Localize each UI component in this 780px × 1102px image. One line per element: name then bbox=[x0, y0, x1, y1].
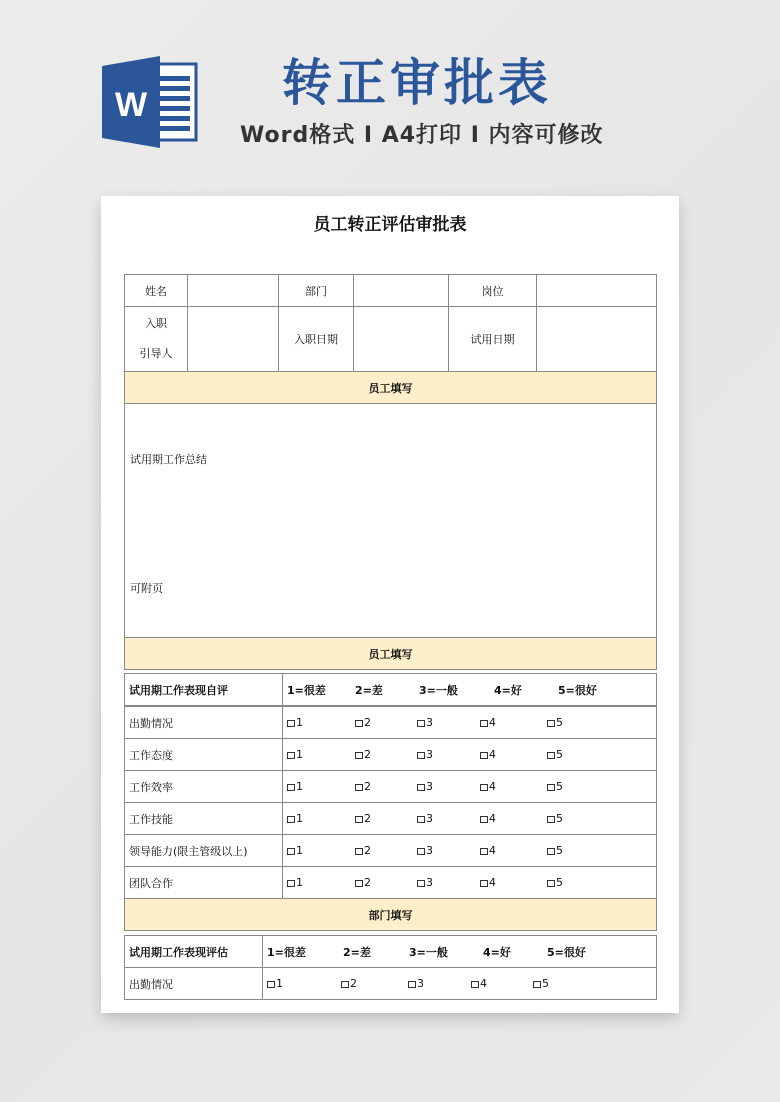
checkbox-icon[interactable] bbox=[547, 720, 555, 727]
attach-label: 可附页 bbox=[130, 582, 163, 595]
rating-row-label: 工作态度 bbox=[125, 739, 283, 771]
dept-eval-scale bbox=[263, 936, 657, 968]
rating-checkbox[interactable] bbox=[408, 977, 471, 990]
checkbox-icon[interactable] bbox=[547, 848, 555, 855]
checkbox-label: 2 bbox=[364, 748, 371, 761]
rating-checkbox[interactable] bbox=[355, 716, 417, 729]
rating-checkbox[interactable] bbox=[417, 844, 480, 857]
rating-checkbox[interactable] bbox=[355, 780, 417, 793]
checkbox-label: 2 bbox=[364, 812, 371, 825]
checkbox-icon[interactable] bbox=[408, 981, 416, 988]
checkbox-label: 3 bbox=[426, 780, 433, 793]
dept-field[interactable] bbox=[354, 275, 449, 307]
checkbox-icon[interactable] bbox=[341, 981, 349, 988]
rating-checkbox[interactable] bbox=[547, 716, 607, 729]
word-icon-letter: W bbox=[114, 86, 148, 124]
rating-checkbox[interactable] bbox=[287, 844, 355, 857]
checkbox-icon[interactable] bbox=[480, 784, 488, 791]
mentor-label-line2: 引导人 bbox=[139, 347, 173, 360]
scale-4: 4=好 bbox=[483, 945, 511, 959]
rating-checkbox[interactable] bbox=[547, 844, 607, 857]
checkbox-icon[interactable] bbox=[417, 720, 425, 727]
checkbox-label: 5 bbox=[556, 812, 563, 825]
checkbox-icon[interactable] bbox=[480, 752, 488, 759]
checkbox-icon[interactable] bbox=[480, 720, 488, 727]
rating-checkbox[interactable] bbox=[547, 876, 607, 889]
rating-checkbox[interactable] bbox=[341, 977, 408, 990]
checkbox-icon[interactable] bbox=[547, 784, 555, 791]
checkbox-label: 3 bbox=[417, 977, 424, 990]
checkbox-icon[interactable] bbox=[287, 816, 295, 823]
scale-1: 1=很差 bbox=[267, 945, 306, 959]
rating-options bbox=[283, 835, 657, 867]
scale-3: 3=一般 bbox=[419, 683, 458, 697]
document-page bbox=[101, 196, 679, 1013]
checkbox-label: 1 bbox=[296, 716, 303, 729]
checkbox-label: 1 bbox=[296, 876, 303, 889]
checkbox-label: 3 bbox=[426, 716, 433, 729]
checkbox-label: 2 bbox=[364, 780, 371, 793]
checkbox-label: 1 bbox=[296, 812, 303, 825]
rating-checkbox[interactable] bbox=[355, 748, 417, 761]
checkbox-icon[interactable] bbox=[471, 981, 479, 988]
rating-checkbox[interactable] bbox=[480, 876, 547, 889]
rating-checkbox[interactable] bbox=[533, 977, 593, 990]
checkbox-icon[interactable] bbox=[287, 752, 295, 759]
rating-checkbox[interactable] bbox=[355, 876, 417, 889]
rating-checkbox[interactable] bbox=[417, 876, 480, 889]
checkbox-label: 5 bbox=[542, 977, 549, 990]
summary-label: 试用期工作总结 bbox=[130, 453, 207, 466]
rating-row-label: 领导能力(限主管级以上) bbox=[125, 835, 283, 867]
checkbox-label: 2 bbox=[364, 876, 371, 889]
rating-checkbox[interactable] bbox=[417, 748, 480, 761]
checkbox-label: 1 bbox=[276, 977, 283, 990]
checkbox-label: 3 bbox=[426, 748, 433, 761]
checkbox-label: 5 bbox=[556, 780, 563, 793]
rating-row bbox=[125, 867, 657, 899]
checkbox-icon[interactable] bbox=[267, 981, 275, 988]
checkbox-icon[interactable] bbox=[355, 848, 363, 855]
checkbox-icon[interactable] bbox=[355, 752, 363, 759]
rating-checkbox[interactable] bbox=[355, 844, 417, 857]
rating-checkbox[interactable] bbox=[480, 748, 547, 761]
self-eval-table bbox=[124, 673, 657, 706]
checkbox-label: 5 bbox=[556, 716, 563, 729]
name-field[interactable] bbox=[188, 275, 279, 307]
checkbox-label: 2 bbox=[364, 716, 371, 729]
checkbox-icon[interactable] bbox=[480, 880, 488, 887]
checkbox-label: 4 bbox=[489, 780, 496, 793]
probation-date-field[interactable] bbox=[537, 307, 657, 372]
rating-options bbox=[283, 739, 657, 771]
scale-1: 1=很差 bbox=[287, 683, 326, 697]
dept-eval-table bbox=[124, 935, 657, 1000]
hire-date-field[interactable] bbox=[354, 307, 449, 372]
word-icon bbox=[102, 56, 198, 148]
scale-2: 2=差 bbox=[355, 683, 383, 697]
checkbox-icon[interactable] bbox=[355, 880, 363, 887]
checkbox-label: 3 bbox=[426, 876, 433, 889]
hire-date-label: 入职日期 bbox=[279, 307, 354, 372]
rating-checkbox[interactable] bbox=[547, 748, 607, 761]
self-eval-scale bbox=[283, 674, 657, 706]
rating-row-label: 出勤情况 bbox=[125, 707, 283, 739]
scale-3: 3=一般 bbox=[409, 945, 448, 959]
rating-row-label: 工作技能 bbox=[125, 803, 283, 835]
rating-checkbox[interactable] bbox=[547, 780, 607, 793]
checkbox-icon[interactable] bbox=[417, 848, 425, 855]
scale-2: 2=差 bbox=[343, 945, 371, 959]
rating-options bbox=[283, 771, 657, 803]
checkbox-label: 3 bbox=[426, 844, 433, 857]
checkbox-label: 4 bbox=[489, 716, 496, 729]
checkbox-label: 1 bbox=[296, 748, 303, 761]
self-eval-label: 试用期工作表现自评 bbox=[125, 674, 283, 706]
rating-row bbox=[125, 771, 657, 803]
rating-checkbox[interactable] bbox=[287, 716, 355, 729]
checkbox-icon[interactable] bbox=[547, 880, 555, 887]
rating-checkbox[interactable] bbox=[287, 876, 355, 889]
banner-subtitle: Word格式 I A4打印 I 内容可修改 bbox=[240, 123, 604, 148]
checkbox-label: 5 bbox=[556, 844, 563, 857]
mentor-label-line1: 入职 bbox=[145, 317, 167, 330]
rating-checkbox[interactable] bbox=[480, 716, 547, 729]
checkbox-label: 1 bbox=[296, 780, 303, 793]
checkbox-icon[interactable] bbox=[287, 848, 295, 855]
rating-options bbox=[283, 707, 657, 739]
checkbox-icon[interactable] bbox=[417, 880, 425, 887]
dept-label: 部门 bbox=[279, 275, 354, 307]
rating-row-label: 团队合作 bbox=[125, 867, 283, 899]
position-field[interactable] bbox=[537, 275, 657, 307]
position-label: 岗位 bbox=[449, 275, 537, 307]
rating-row bbox=[125, 835, 657, 867]
rating-checkbox[interactable] bbox=[480, 780, 547, 793]
rating-row bbox=[125, 707, 657, 739]
checkbox-label: 4 bbox=[489, 812, 496, 825]
rating-checkbox[interactable] bbox=[480, 844, 547, 857]
rating-options bbox=[283, 803, 657, 835]
rating-checkbox[interactable] bbox=[417, 716, 480, 729]
rating-row-label: 出勤情况 bbox=[125, 968, 263, 1000]
section-header-dept: 部门填写 bbox=[125, 899, 657, 931]
checkbox-icon[interactable] bbox=[355, 816, 363, 823]
checkbox-icon[interactable] bbox=[417, 752, 425, 759]
rating-checkbox[interactable] bbox=[547, 812, 607, 825]
rating-checkbox[interactable] bbox=[355, 812, 417, 825]
checkbox-label: 2 bbox=[350, 977, 357, 990]
name-label: 姓名 bbox=[125, 275, 188, 307]
checkbox-icon[interactable] bbox=[417, 784, 425, 791]
rating-row bbox=[125, 968, 657, 1000]
checkbox-label: 3 bbox=[426, 812, 433, 825]
rating-checkbox[interactable] bbox=[287, 812, 355, 825]
section-header-employee-eval: 员工填写 bbox=[125, 638, 657, 670]
rating-options bbox=[263, 968, 657, 1000]
banner-title: 转正审批表 bbox=[282, 54, 552, 112]
scale-4: 4=好 bbox=[494, 683, 522, 697]
checkbox-label: 4 bbox=[489, 876, 496, 889]
rating-checkbox[interactable] bbox=[287, 748, 355, 761]
checkbox-label: 4 bbox=[489, 844, 496, 857]
checkbox-icon[interactable] bbox=[480, 816, 488, 823]
self-eval-rows bbox=[124, 706, 657, 931]
checkbox-icon[interactable] bbox=[547, 752, 555, 759]
mentor-field[interactable] bbox=[188, 307, 279, 372]
checkbox-label: 4 bbox=[489, 748, 496, 761]
section-header-employee: 员工填写 bbox=[125, 372, 657, 404]
summary-field[interactable] bbox=[125, 404, 657, 638]
rating-options bbox=[283, 867, 657, 899]
checkbox-icon[interactable] bbox=[355, 784, 363, 791]
rating-row bbox=[125, 739, 657, 771]
checkbox-icon[interactable] bbox=[287, 784, 295, 791]
checkbox-label: 5 bbox=[556, 748, 563, 761]
mentor-label bbox=[125, 307, 188, 372]
checkbox-icon[interactable] bbox=[355, 720, 363, 727]
checkbox-label: 2 bbox=[364, 844, 371, 857]
approval-form-table bbox=[124, 274, 657, 670]
rating-checkbox[interactable] bbox=[417, 812, 480, 825]
checkbox-icon[interactable] bbox=[533, 981, 541, 988]
rating-row bbox=[125, 803, 657, 835]
scale-5: 5=很好 bbox=[547, 945, 586, 959]
rating-checkbox[interactable] bbox=[267, 977, 341, 990]
checkbox-icon[interactable] bbox=[417, 816, 425, 823]
document-title: 员工转正评估审批表 bbox=[313, 215, 467, 235]
checkbox-icon[interactable] bbox=[547, 816, 555, 823]
rating-row-label: 工作效率 bbox=[125, 771, 283, 803]
dept-eval-label: 试用期工作表现评估 bbox=[125, 936, 263, 968]
rating-checkbox[interactable] bbox=[480, 812, 547, 825]
checkbox-label: 4 bbox=[480, 977, 487, 990]
checkbox-icon[interactable] bbox=[287, 720, 295, 727]
checkbox-icon[interactable] bbox=[480, 848, 488, 855]
checkbox-label: 1 bbox=[296, 844, 303, 857]
scale-5: 5=很好 bbox=[558, 683, 597, 697]
rating-checkbox[interactable] bbox=[417, 780, 480, 793]
checkbox-icon[interactable] bbox=[287, 880, 295, 887]
probation-date-label: 试用日期 bbox=[449, 307, 537, 372]
checkbox-label: 5 bbox=[556, 876, 563, 889]
rating-checkbox[interactable] bbox=[287, 780, 355, 793]
rating-checkbox[interactable] bbox=[471, 977, 533, 990]
